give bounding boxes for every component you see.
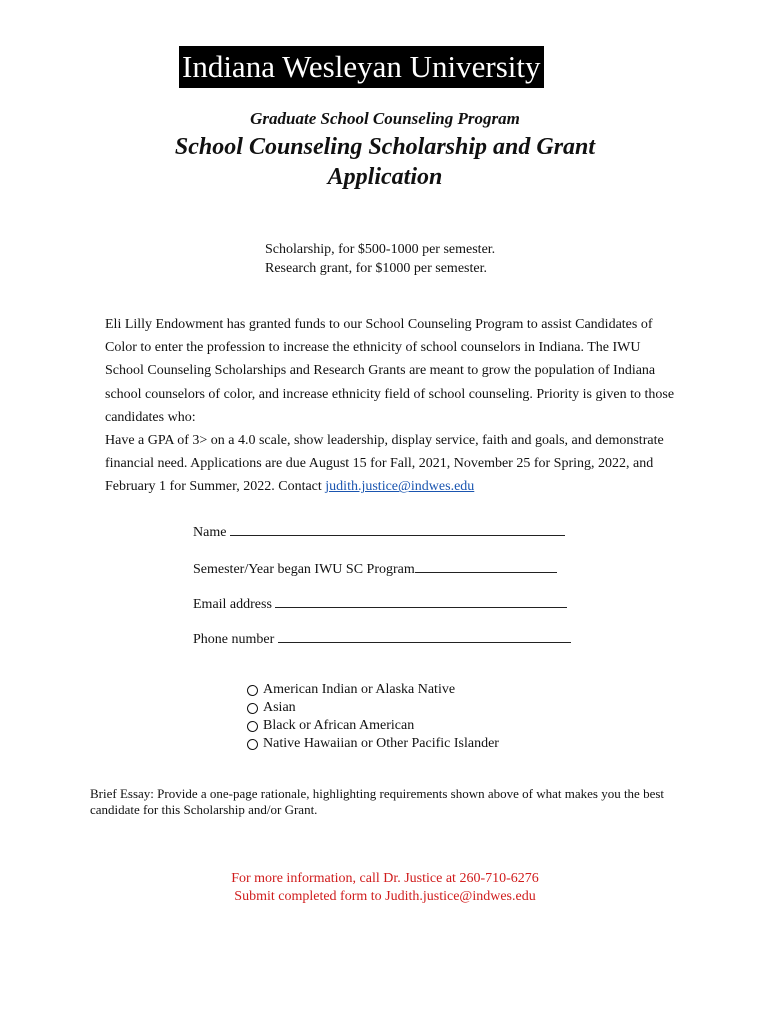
scholarship-amount: Scholarship, for $500-1000 per semester. <box>265 242 496 257</box>
ethnicity-option[interactable] <box>247 717 499 735</box>
grant-amount: Research grant, for $1000 per semester. <box>265 261 487 276</box>
name-label: Name <box>193 525 227 540</box>
contact-email-link[interactable]: judith.justice@indwes.edu <box>325 479 475 495</box>
ethnicity-option[interactable] <box>247 699 499 717</box>
email-blank[interactable] <box>275 593 567 608</box>
program-subtitle: Graduate School Counseling Program <box>250 109 520 128</box>
name-field[interactable] <box>193 521 593 541</box>
semester-label: Semester/Year began IWU SC Program <box>193 562 415 577</box>
application-title <box>120 132 650 192</box>
phone-blank[interactable] <box>278 628 571 643</box>
ethnicity-options <box>247 681 499 753</box>
description-paragraph-1: Eli Lilly Endowment has granted funds to our School Counseling Program to assist Candidates of Color to enter the profession to increase the ethnicity of school counselors in Indiana. The IWU School Counseling Scholarships and Research Grants are meant to grow the population of Indiana school counselors of color, and increase ethnicity field of school counseling. Priority is given to those candidates who: <box>105 317 675 425</box>
email-label: Email address <box>193 597 272 612</box>
ethnicity-option[interactable] <box>247 681 499 699</box>
phone-label: Phone number <box>193 632 275 647</box>
semester-field[interactable] <box>193 558 593 578</box>
email-field[interactable] <box>193 593 593 613</box>
ethnicity-option-label: American Indian or Alaska Native <box>263 682 456 697</box>
radio-button-icon[interactable] <box>247 703 258 714</box>
title-line-1: School Counseling Scholarship and Grant <box>174 134 596 160</box>
program-description <box>105 313 675 499</box>
semester-blank[interactable] <box>415 558 557 573</box>
submit-email-line: Submit completed form to Judith.justice@indwes.edu <box>234 889 536 904</box>
ethnicity-option-label: Asian <box>263 700 296 715</box>
radio-button-icon[interactable] <box>247 685 258 696</box>
info-phone-line: For more information, call Dr. Justice at 260-710-6276 <box>231 871 539 886</box>
requirements-text: Have a GPA of 3> on a 4.0 scale, show leadership, display service, faith and goals, and demonstrate financial need. Applications are due August 15 for Fall, 2021, November 25 for Spring, 2022, and February 1 for Summer, 2022. Contact <box>105 433 664 495</box>
description-paragraph-2 <box>105 429 675 499</box>
ethnicity-option-label: Native Hawaiian or Other Pacific Islander <box>263 736 499 751</box>
radio-button-icon[interactable] <box>247 739 258 750</box>
phone-field[interactable] <box>193 628 593 648</box>
title-line-2: Application <box>327 164 443 190</box>
ethnicity-option[interactable] <box>247 735 499 753</box>
university-title: Indiana Wesleyan University <box>179 46 544 88</box>
ethnicity-option-label: Black or African American <box>263 718 415 733</box>
name-blank[interactable] <box>230 521 565 536</box>
radio-button-icon[interactable] <box>247 721 258 732</box>
essay-instructions: Brief Essay: Provide a one-page rationale, highlighting requirements shown above of what makes you the best candidate for this Scholarship and/or Grant. <box>90 786 665 817</box>
